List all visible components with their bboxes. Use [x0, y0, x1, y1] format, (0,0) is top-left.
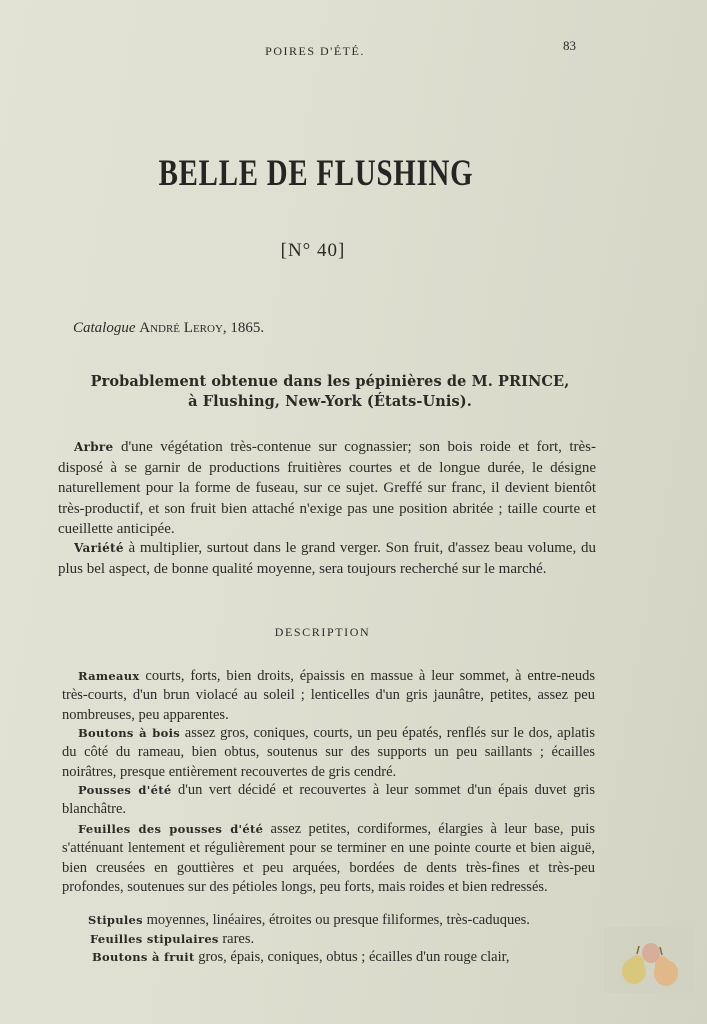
description-boutons-a-bois	[62, 724, 595, 782]
section-heading-description: DESCRIPTION	[274, 625, 371, 639]
origin-line-1: Probablement obtenue dans les pépinières de M. PRINCE,	[90, 373, 570, 390]
paragraph-variete	[58, 538, 596, 579]
description-text: moyennes, linéaires, étroites ou presque filiformes, très-caduques.	[142, 912, 530, 928]
description-lead: Rameaux	[78, 669, 140, 683]
description-text: d'un vert décidé et recouvertes à leur sommet d'un épais duvet gris blanchâtre.	[62, 782, 595, 818]
pear-logo-icon	[604, 927, 694, 993]
paragraph-text: à multiplier, surtout dans le grand verger. Son fruit, d'assez beau volume, du plus bel aspect, de bonne qualité moyenne, sera toujours recherché sur le marché.	[58, 540, 596, 577]
origin-line-2: à Flushing, New-York (États-Unis).	[188, 393, 472, 410]
paragraph-lead: Arbre	[74, 440, 114, 454]
description-feuilles-stipulaires	[74, 930, 592, 949]
catalogue-label: Catalogue	[73, 320, 136, 336]
variety-number: [N° 40]	[280, 240, 346, 261]
catalogue-author: André Leroy,	[139, 320, 227, 336]
description-text: courts, forts, bien droits, épaissis en massue à leur sommet, à entre-neuds très-courts, d'un brun violacé au soleil ; lenticelles d'un gris jaunâtre, petites, assez peu nombreuses, peu apparentes.	[62, 668, 595, 723]
description-feuilles	[62, 820, 595, 898]
page-title: BELLE DE FLUSHING	[158, 153, 474, 194]
description-text: assez petites, cordiformes, élargies à leur base, puis s'atténuant lentement et régulièrement pour se terminer en une pointe courte et bien aiguë, bien creusées en gouttières et peu arquées, bordées de dents très-fines et très-peu profondes, soutenues sur des pétioles longs, peu forts, mais roides et bien redressés.	[62, 821, 595, 896]
description-lead: Pousses d'été	[78, 783, 172, 797]
origin-note	[70, 372, 590, 412]
description-boutons-a-fruit	[76, 948, 592, 967]
running-head: POIRES D'ÉTÉ.	[265, 44, 365, 58]
paragraph-lead: Variété	[74, 541, 124, 555]
description-rameaux	[62, 667, 595, 725]
catalogue-year: 1865.	[230, 320, 265, 336]
paragraph-text: d'une végétation très-contenue sur cognassier; son bois roide et fort, très-disposé à se garnir de productions fruitières courtes et de longue durée, le désigne naturellement pour la forme de fuseau, sur ce sujet. Greffé sur franc, il devient bientôt très-productif, et son fruit bien attaché n'exige pas une position abritée ; taille courte et cueillette anticipée.	[58, 439, 596, 537]
description-lead: Stipules	[88, 913, 143, 927]
description-pousses	[62, 781, 595, 820]
description-text: assez gros, coniques, courts, un peu épatés, renflés sur le dos, aplatis du côté du rameau, bien obtus, soutenus sur des supports un peu saillants ; écailles noirâtres, presque entièrement recouvertes de gris cendré.	[62, 725, 595, 780]
description-text: gros, épais, coniques, obtus ; écailles d'un rouge clair,	[194, 949, 510, 965]
description-text: rares.	[218, 931, 255, 947]
description-lead: Boutons à bois	[78, 726, 181, 740]
description-stipules	[72, 911, 592, 930]
paragraph-arbre	[58, 437, 596, 540]
description-lead: Boutons à fruit	[92, 950, 195, 964]
description-lead: Feuilles stipulaires	[90, 932, 219, 946]
description-lead: Feuilles des pousses d'été	[78, 822, 264, 836]
catalogue-reference	[73, 320, 264, 337]
page-number: 83	[563, 38, 576, 53]
